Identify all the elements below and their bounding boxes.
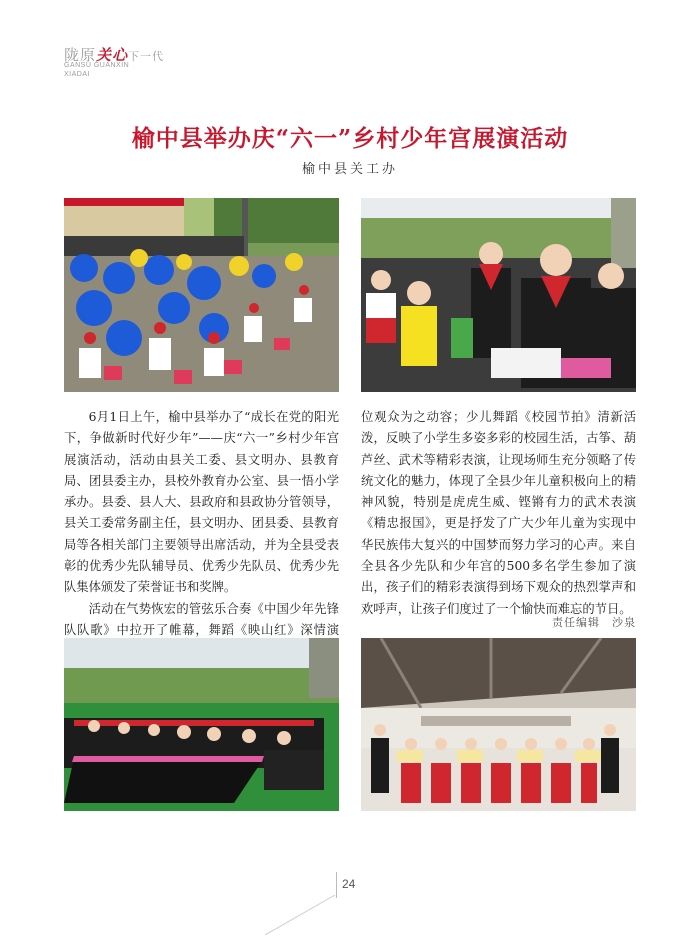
photo-award-ceremony bbox=[361, 638, 636, 811]
magazine-logo bbox=[64, 44, 184, 92]
article-paragraph: 活动在气势恢宏的管弦乐合奏《中国少年先锋队队歌》中拉开了帷幕，舞蹈《映山红》深情演 bbox=[64, 601, 339, 637]
article-title: 榆中县举办庆“六一”乡村少年宫展演活动 bbox=[131, 125, 569, 152]
article-paragraph-continued: 位观众为之动容；少儿舞蹈《校园节拍》清新活泼，反映了小学生多姿多彩的校园生活，古筝、葫芦丝、武术等精彩表演，让现场师生充分领略了传统文化的魅力，体现了全县少年儿童积极向上的精神风貌，特别是虎虎生威、铿锵有力的武术表演《精忠报国》，更是抒发了广大少年儿童为实现中华民族伟大复兴的中国梦而努力学习的心声。来自全县各少先队和少年宫的500多名学生参加了演出，孩子们的精彩表演得到场下观众的热烈掌声和欢呼声，让孩子们度过了一个愉快而难忘的节日。 bbox=[361, 410, 636, 616]
page-number: 24 bbox=[342, 877, 356, 891]
photo-pompom-performance bbox=[64, 198, 339, 392]
logo-text-accent: 关心 bbox=[96, 46, 129, 64]
logo-text-right: 下一代 bbox=[128, 50, 165, 63]
article-column-right bbox=[361, 407, 636, 620]
article-author: 榆中县关工办 bbox=[301, 162, 398, 177]
page-corner-decoration bbox=[265, 895, 385, 935]
editor-credit: 责任编辑 沙泉 bbox=[552, 617, 636, 629]
logo-subtitle-line2: XIADAI bbox=[64, 71, 90, 78]
article-paragraph: 6月1日上午，榆中县举办了“成长在党的阳光下，争做新时代好少年”——庆“六一”乡村少年宫展演活动，活动由县关工委、县文明办、县教育局、团县委主办，县校外教育办公室、县一悟小学承办。县委、县人大、县政府和县政协分管领导，县关工委常务副主任，县文明办、团县委、县教育局等各相关部门主要领导出席活动，并为全县受表彰的优秀少先队辅导员、优秀少先队员、优秀少先队集体颁发了荣誉证书和奖牌。 bbox=[64, 410, 339, 595]
logo-subtitle-line1: GANSU GUANXIN bbox=[64, 62, 130, 69]
photo-audience-seats bbox=[64, 638, 339, 811]
photo-children-officials bbox=[361, 198, 636, 392]
logo-text-left: 陇原 bbox=[64, 46, 97, 64]
